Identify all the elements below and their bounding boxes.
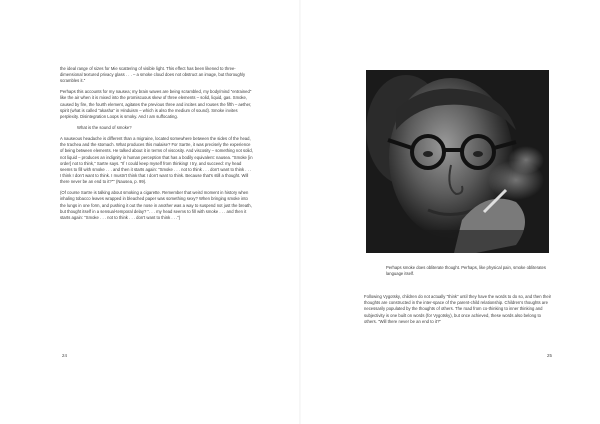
- paragraph: What is the sound of smoke?: [77, 124, 132, 130]
- page-number: 25: [547, 353, 552, 358]
- right-page-text: [364, 294, 554, 330]
- left-page-text: [60, 66, 253, 226]
- paragraph: Following Vygotsky, children do not actually "think" until they have the words to do so, and then their thoughts are constructed in the inter-space of the parent-child relationship. Children's thoughts are necessarily populated by the thoughts of others. The road from co-thinking to inner thinking and subjectivity is one built on words (for Vygotsky), but once achieved, these words also belong to others. "Will there never be an end to it?": [364, 294, 552, 324]
- paragraph: (Of course Sartre is talking about smoking a cigarette. Remember that weird moment in history when inhaling tobacco leaves wrapped in bleached paper was something sexy? When bringing smoke into the lungs in one form, and pushing it out the nose in another was a way to suspend not just the breath, but thought itself in a sensual-temporal delay? ". . . my head seems to fill with smoke . . . and then it starts again: "Smoke . . . not to think . . . don't want to think . . ."): [60, 190, 252, 221]
- page-number: 24: [62, 353, 67, 358]
- paragraph: A nauseous headache is different than a migraine, located somewhere between the sides of the head, the trachea and the stomach. What produces this malaise? For Sartre, it was precisely the experience of being between elements. He talked about it in terms of viscosity. And viscosity – something not solid, not liquid – produces an indignity in human perception that has a bodily equivalent: nausea. "Smoke [in order] not to think," Sartre says. "If I could keep myself from thinking! I try, and succeed: my head seems to fill with smoke . . . and then it starts again: "Smoke . . . not to think . . . don't want to think . . . I think I don't want to think. I mustn't think that I don't want to think. Because that's still a thought. Will there never be an end to it?"" (Nausea, p. 99).: [60, 136, 253, 185]
- paragraph: Perhaps this accounts for my nausea; my brain waves are being scrambled, my body/mind "entrained" like the air when it is mixed into the promiscuous skew of three elements – solid, liquid, gas. Smoke, caused by fire, the fourth element, agitates the previous three and incites and rouses the fifth – aether, spirit (what is called "akasha" in Hinduism – which is also the medium of sound). Smoke invites perplexity. Disintegration Loops is smoky. And I am suffocating.: [60, 89, 252, 120]
- photo-caption: Perhaps smoke does obliterate thought. Perhaps, like physical pain, smoke obliterates language itself.: [386, 265, 546, 277]
- portrait-photo: [366, 70, 549, 253]
- portrait-illustration: [366, 70, 549, 253]
- paragraph: the ideal range of sizes for Mie scattering of visible light. This effect has been likened to three-dimensional textured privacy glass . . . – a smoke cloud does not obstruct an image, but thoroughly scrambles it.": [60, 66, 246, 84]
- right-page: [300, 0, 600, 424]
